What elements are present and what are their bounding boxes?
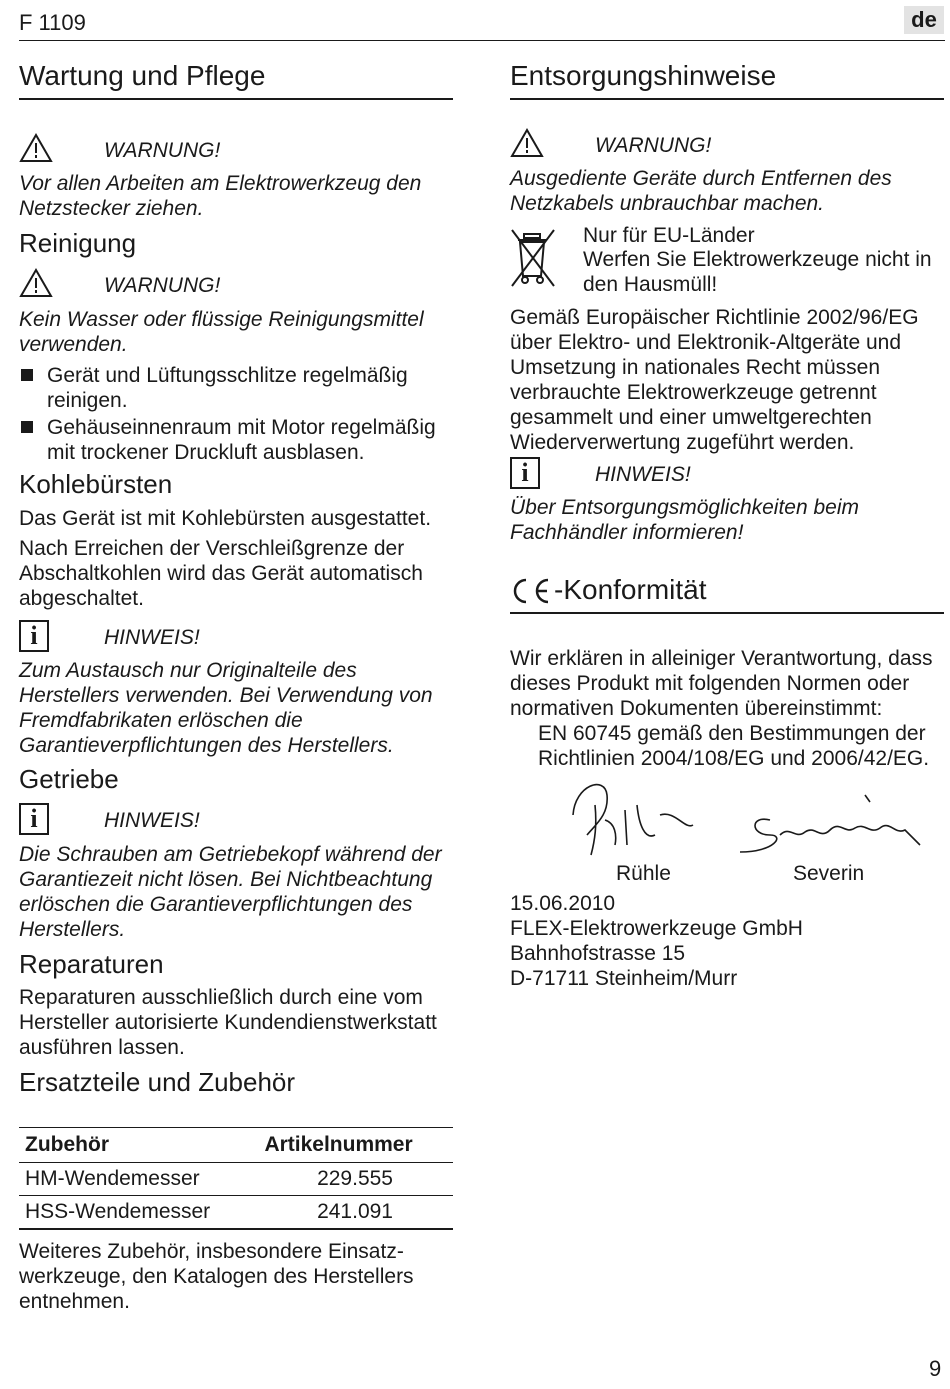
warning-triangle-icon — [19, 268, 53, 298]
company-street: Bahnhofstrasse 15 — [510, 942, 686, 965]
maintenance-title: Wartung und Pflege — [19, 60, 266, 91]
carbon-brushes-text-1: Das Gerät ist mit Kohlebürsten ausgestattet. — [19, 507, 432, 530]
maintenance-rule — [19, 98, 453, 100]
signature-date: 15.06.2010 — [510, 892, 616, 915]
accessories-text: Weiteres Zubehör, insbesondere Einsatz-werkzeuge, den Katalogen des Herstellers entnehmen. — [19, 1240, 414, 1313]
signer-ruehle: Rühle — [616, 862, 671, 885]
signature-ruehle-icon — [565, 775, 705, 860]
warning-block-1 — [19, 133, 453, 167]
repairs-title: Reparaturen — [19, 949, 164, 979]
disposal-title: Entsorgungshinweise — [510, 60, 777, 91]
list-item — [19, 363, 453, 413]
eu-disposal-text: Werfen Sie Elektrowerkzeuge nicht in den Hausmüll! — [583, 248, 932, 296]
warning-label: WARNUNG! — [104, 139, 221, 162]
table-row — [19, 1196, 453, 1230]
gearbox-note-text: Die Schrauben am Getriebekopf während der Garantiezeit nicht lösen. Bei Nichtbeachtung erlöschen die Garantieverpflichtungen des Herstellers. — [19, 843, 442, 941]
cleaning-warning-text: Kein Wasser oder flüssige Reinigungsmittel verwenden. — [19, 308, 424, 356]
disposal-note-text: Über Entsorgungsmöglichkeiten beim Fachhändler informieren! — [510, 496, 860, 544]
carbon-brushes-text-2: Nach Erreichen der Verschleißgrenze der Abschaltkohlen wird das Gerät automatisch abgeschaltet. — [19, 537, 423, 610]
page-number: 9 — [929, 1356, 942, 1381]
conformity-text: Wir erklären in alleiniger Verantwortung, dass dieses Produkt mit folgenden Normen oder normativen Dokumenten übereinstimmt: — [510, 647, 933, 720]
note-label: HINWEIS! — [104, 626, 200, 649]
disposal-heading-block — [510, 58, 944, 100]
ce-mark-icon — [510, 576, 554, 606]
gearbox-title: Getriebe — [19, 764, 119, 794]
table-cell-accessory: HM-Wendemesser — [25, 1167, 200, 1190]
norm-text: EN 60745 gemäß den Bestimmungen der Richtlinien 2004/108/EG und 2006/42/EG. — [538, 722, 930, 770]
carbon-brushes-title: Kohlebürsten — [19, 469, 173, 499]
maintenance-heading-block — [19, 58, 453, 100]
disposal-rule — [510, 98, 944, 100]
eu-only-label: Nur für EU-Länder — [583, 224, 755, 247]
signature-severin-icon — [730, 790, 930, 860]
company-name: FLEX-Elektrowerkzeuge GmbH — [510, 917, 803, 940]
note-label: HINWEIS! — [595, 463, 691, 486]
accessories-table — [19, 1127, 453, 1230]
table-cell-article-number: 229.555 — [317, 1167, 393, 1190]
table-row — [19, 1163, 453, 1196]
table-cell-article-number: 241.091 — [317, 1200, 393, 1223]
list-item — [19, 415, 453, 465]
note-label: HINWEIS! — [104, 809, 200, 832]
model-number: F 1109 — [19, 10, 86, 35]
info-icon: i — [19, 803, 49, 835]
header-rule — [19, 40, 945, 41]
warning-block-2 — [19, 268, 453, 302]
warning-block-3 — [510, 128, 944, 162]
warning-text-1: Vor allen Arbeiten am Elektrowerkzeug den Netzstecker ziehen. — [19, 172, 422, 220]
language-badge: de — [904, 6, 944, 34]
table-cell-accessory: HSS-Wendemesser — [25, 1200, 211, 1223]
crossed-bin-icon — [510, 226, 560, 292]
ce-conformity-title: -Konformität — [554, 574, 707, 605]
note-block-1 — [19, 620, 453, 654]
ce-rule — [510, 612, 944, 614]
repairs-text: Reparaturen ausschließlich durch eine vom Hersteller autorisierte Kundendienstwerkstatt ausführen lassen. — [19, 986, 437, 1059]
spare-parts-title: Ersatzteile und Zubehör — [19, 1067, 296, 1097]
warning-triangle-icon — [19, 133, 53, 163]
note-block-3 — [510, 457, 944, 491]
table-header-row — [19, 1128, 453, 1163]
disposal-warning-text: Ausgediente Geräte durch Entfernen des Netzkabels unbrauchbar machen. — [510, 167, 892, 215]
carbon-brushes-note-text: Zum Austausch nur Originalteile des Herstellers verwenden. Bei Verwendung von Fremdfabrikaten erlöschen die Garantieverpflichtungen des Herstellers. — [19, 659, 433, 757]
directive-text: Gemäß Europäischer Richtlinie 2002/96/EG über Elektro- und Elektronik-Altgeräte und Umsetzung in nationales Recht müssen verbrauchte Elektrowerkzeuge getrennt gesammelt und einer umweltgerechten Wiederverwertung zugeführt werden. — [510, 306, 919, 454]
info-icon: i — [19, 620, 49, 652]
company-city: D-71711 Steinheim/Murr — [510, 967, 738, 990]
info-icon: i — [510, 457, 540, 489]
table-header-accessory: Zubehör — [25, 1133, 109, 1156]
cleaning-title: Reinigung — [19, 228, 137, 258]
signer-severin: Severin — [793, 862, 865, 885]
ce-heading-block — [510, 572, 944, 614]
table-header-article-number: Artikelnummer — [264, 1133, 413, 1156]
list-item-text: Gerät und Lüftungsschlitze regelmäßig reinigen. — [47, 364, 408, 412]
list-item-text: Gehäuseinnenraum mit Motor regelmäßig mit trockener Druckluft ausblasen. — [47, 416, 436, 464]
warning-label: WARNUNG! — [595, 134, 712, 157]
warning-triangle-icon — [510, 128, 544, 158]
note-block-2 — [19, 803, 453, 837]
warning-label: WARNUNG! — [104, 274, 221, 297]
